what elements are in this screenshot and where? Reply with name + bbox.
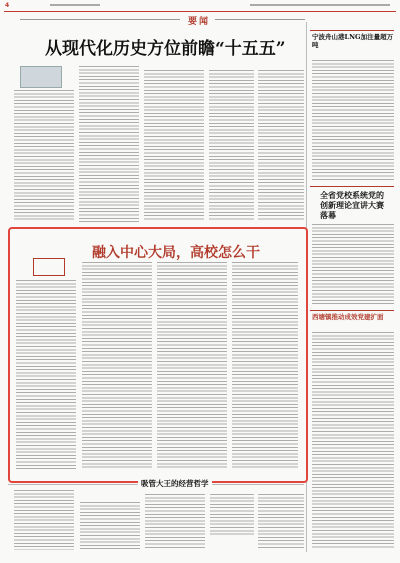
feature-column-1 bbox=[16, 280, 76, 470]
right-article-3-text bbox=[312, 332, 394, 548]
main-article-column-2 bbox=[79, 66, 139, 222]
right-article-1-text bbox=[312, 60, 394, 180]
main-article-column-3 bbox=[144, 70, 204, 222]
section-line-right bbox=[215, 19, 305, 20]
right-head2-rule bbox=[310, 186, 394, 187]
right-head1-rule bbox=[310, 30, 394, 31]
lower-column-3 bbox=[145, 494, 205, 550]
feature-column-3 bbox=[157, 262, 227, 470]
feature-stamp bbox=[33, 258, 65, 276]
header-date-line bbox=[50, 4, 100, 6]
main-article-column-5 bbox=[258, 70, 304, 222]
right-headline-2: 全省党校系统党的创新理论宣讲大赛落幕 bbox=[320, 190, 384, 220]
feature-column-4 bbox=[232, 262, 298, 470]
lower-headline-center: 吸管大王的经营哲学 bbox=[138, 478, 212, 489]
section-line-left bbox=[20, 19, 180, 20]
lower-column-5 bbox=[258, 494, 304, 550]
article-photo bbox=[20, 66, 62, 88]
main-headline: 从现代化历史方位前瞻“十五五” bbox=[45, 39, 286, 59]
page-number: 4 bbox=[5, 2, 10, 9]
right-article-2-text bbox=[312, 224, 394, 306]
lower-column-1 bbox=[14, 490, 74, 550]
right-head3-rule bbox=[310, 310, 394, 311]
lower-column-2 bbox=[80, 502, 140, 550]
right-headline-1: 宁波舟山港LNG加注量超万吨 bbox=[312, 33, 394, 49]
main-article-column-4 bbox=[209, 70, 254, 222]
feature-column-2 bbox=[82, 262, 152, 470]
page-header bbox=[0, 0, 400, 11]
right-headline-3: 西塘镇推动成效党建扩面 bbox=[312, 313, 384, 321]
header-editor-line bbox=[250, 4, 390, 6]
section-label: 要闻 bbox=[188, 17, 211, 27]
feature-headline: 融入中心大局，高校怎么干 bbox=[92, 245, 260, 261]
main-article-column-1 bbox=[14, 90, 74, 222]
lower-column-4 bbox=[210, 494, 254, 536]
header-rule bbox=[4, 11, 396, 12]
